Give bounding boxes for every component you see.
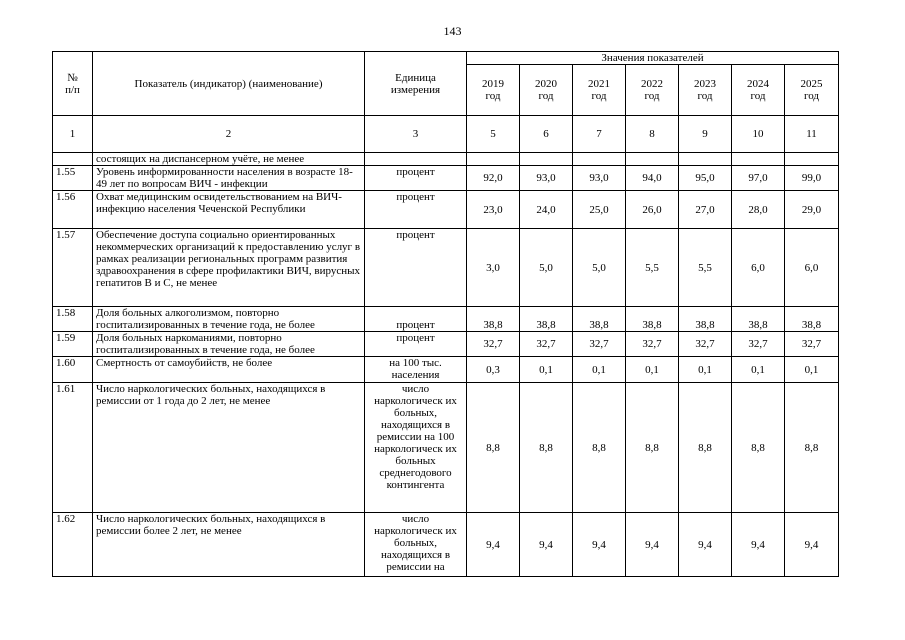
column-index: 3 [365,116,467,153]
indicators-table [52,51,839,577]
header-year: 2020 год [520,65,573,116]
row-indicator: Смертность от самоубийств, не более [93,357,365,383]
row-value: 93,0 [573,166,626,191]
row-unit: на 100 тыс. населения [365,357,467,383]
row-number: 1.58 [53,307,93,332]
row-number: 1.56 [53,191,93,229]
page-number: 143 [443,24,462,38]
row-value: 8,8 [520,383,573,513]
row-indicator: Доля больных алкоголизмом, повторно госпитализированных в течение года, не более [93,307,365,332]
row-value: 32,7 [573,332,626,357]
row-indicator: Число наркологических больных, находящихся в ремиссии более 2 лет, не менее [93,513,365,577]
row-value: 8,8 [467,383,520,513]
row-value: 9,4 [520,513,573,577]
row-indicator: Охват медицинским освидетельствованием на ВИЧ-инфекцию населения Чеченской Республики [93,191,365,229]
row-value: 8,8 [679,383,732,513]
row-value: 6,0 [785,229,839,307]
column-index: 1 [53,116,93,153]
row-value: 28,0 [732,191,785,229]
row-value: 9,4 [785,513,839,577]
row-value: 27,0 [679,191,732,229]
row-value: 93,0 [520,166,573,191]
row-value: 38,8 [785,307,839,332]
row-value: 99,0 [785,166,839,191]
row-indicator: Обеспечение доступа социально ориентированных некоммерческих организаций к предоставлению услуг в рамках реализации региональных программ развития здравоохранения в сфере профилактики ВИЧ, вирусных гепатитов В и С, не менее [93,229,365,307]
header-unit: Единица измерения [365,52,467,116]
row-value: 26,0 [626,191,679,229]
table-row [53,191,839,229]
header-year: 2024 год [732,65,785,116]
row-value: 32,7 [732,332,785,357]
row-number: 1.57 [53,229,93,307]
row-number: 1.55 [53,166,93,191]
row-value: 0,1 [626,357,679,383]
row-value: 0,1 [679,357,732,383]
row-value: 9,4 [732,513,785,577]
row-value: 32,7 [467,332,520,357]
row-value: 5,0 [573,229,626,307]
table-row [53,383,839,513]
row-value: 9,4 [626,513,679,577]
column-index: 6 [520,116,573,153]
row-unit: процент [365,307,467,332]
column-index: 7 [573,116,626,153]
column-index-row [53,116,839,153]
row-value: 38,8 [679,307,732,332]
row-value: 0,1 [520,357,573,383]
table-row [53,332,839,357]
column-index: 8 [626,116,679,153]
column-index: 9 [679,116,732,153]
row-unit: процент [365,229,467,307]
row-value: 8,8 [626,383,679,513]
row-value: 6,0 [732,229,785,307]
row-value: 9,4 [679,513,732,577]
row-unit: число наркологическ их больных, находящихся в ремиссии на 100 наркологическ их больных среднегодового контингента [365,383,467,513]
column-index: 10 [732,116,785,153]
header-name: Показатель (индикатор) (наименование) [93,52,365,116]
row-value: 8,8 [732,383,785,513]
column-index: 2 [93,116,365,153]
header-num: № п/п [53,52,93,116]
row-value: 0,1 [573,357,626,383]
row-unit: процент [365,191,467,229]
table-row-continuation [53,153,839,166]
table-row [53,166,839,191]
row-value: 32,7 [785,332,839,357]
table-row [53,513,839,577]
row-value: 38,8 [573,307,626,332]
header-year: 2021 год [573,65,626,116]
row-number: 1.60 [53,357,93,383]
column-index: 5 [467,116,520,153]
row-value: 25,0 [573,191,626,229]
row-value: 32,7 [679,332,732,357]
row-value: 24,0 [520,191,573,229]
row-unit: процент [365,332,467,357]
row-value: 9,4 [467,513,520,577]
row-value: 92,0 [467,166,520,191]
row-value: 32,7 [520,332,573,357]
row-value: 38,8 [520,307,573,332]
header-year: 2019 год [467,65,520,116]
header-values-group: Значения показателей [467,52,839,65]
row-indicator: Доля больных наркоманиями, повторно госпитализированных в течение года, не более [93,332,365,357]
row-value: 8,8 [573,383,626,513]
row-unit: число наркологическ их больных, находящихся в ремиссии на [365,513,467,577]
row-indicator: Уровень информированности населения в возрасте 18-49 лет по вопросам ВИЧ - инфекции [93,166,365,191]
header-year: 2023 год [679,65,732,116]
row-value: 5,5 [679,229,732,307]
row-value: 0,3 [467,357,520,383]
row-value: 29,0 [785,191,839,229]
header-year: 2022 год [626,65,679,116]
row-value: 9,4 [573,513,626,577]
row-indicator: Число наркологических больных, находящихся в ремиссии от 1 года до 2 лет, не менее [93,383,365,513]
table-row [53,357,839,383]
row-value: 38,8 [467,307,520,332]
row-value: 0,1 [732,357,785,383]
row-value: 23,0 [467,191,520,229]
row-value: 95,0 [679,166,732,191]
continuation-text: состоящих на диспансерном учёте, не менее [93,153,365,166]
column-index: 11 [785,116,839,153]
table-row [53,307,839,332]
table-row [53,229,839,307]
row-value: 97,0 [732,166,785,191]
row-value: 8,8 [785,383,839,513]
row-value: 38,8 [626,307,679,332]
row-value: 5,5 [626,229,679,307]
row-number: 1.62 [53,513,93,577]
header-year: 2025 год [785,65,839,116]
row-unit: процент [365,166,467,191]
row-value: 3,0 [467,229,520,307]
row-value: 0,1 [785,357,839,383]
row-value: 32,7 [626,332,679,357]
row-value: 94,0 [626,166,679,191]
row-value: 5,0 [520,229,573,307]
row-number: 1.59 [53,332,93,357]
row-value: 38,8 [732,307,785,332]
row-number: 1.61 [53,383,93,513]
